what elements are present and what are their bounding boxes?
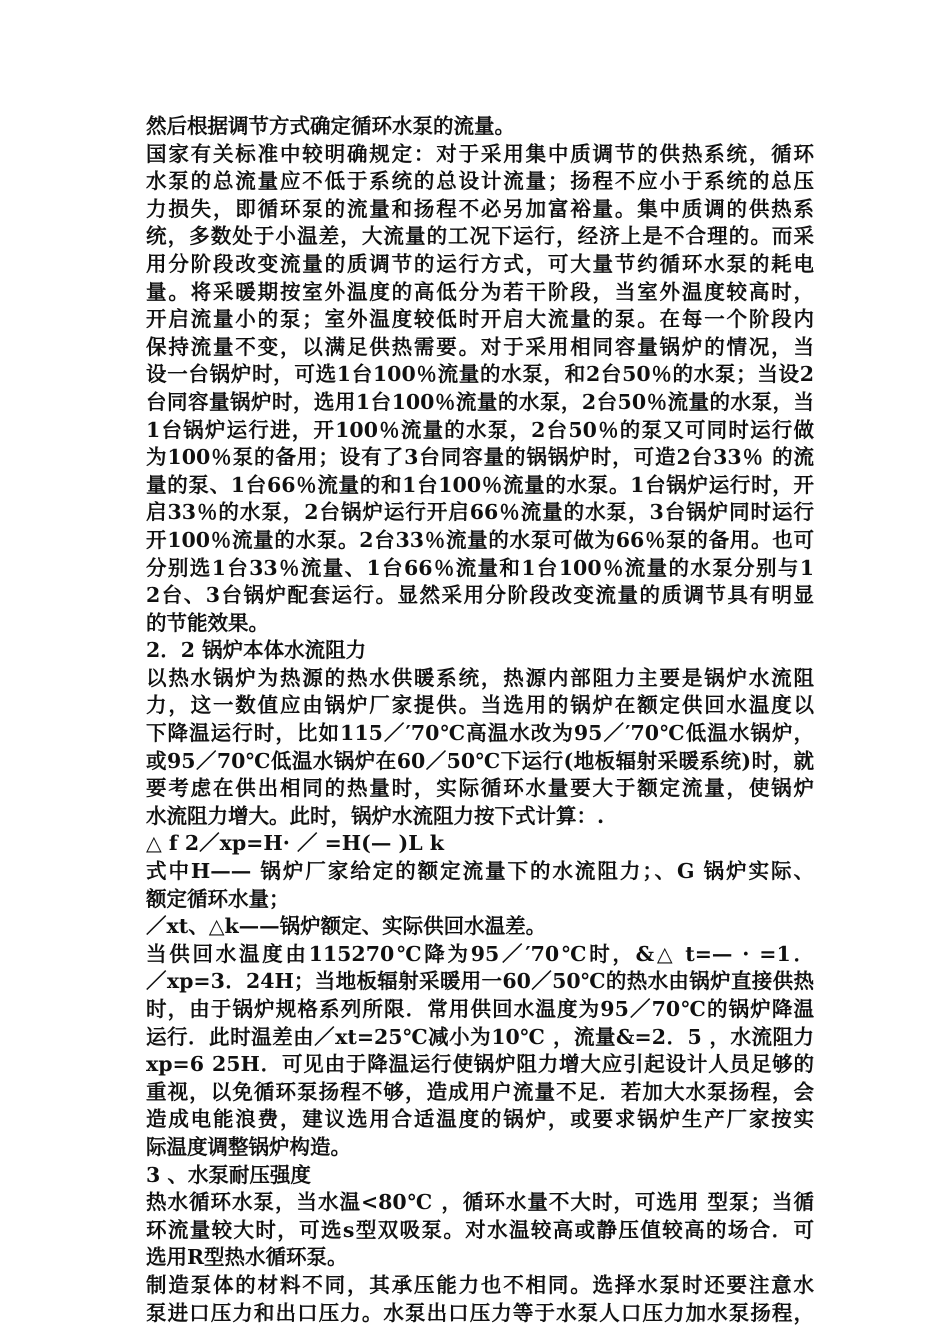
text-line: 水流阻力增大。此时，锅炉水流阻力按下式计算：. xyxy=(146,803,605,828)
text-line: 分别选1台33％流量、1台66％流量和1台100％流量的水泵分别与1 xyxy=(146,555,814,580)
text-line: 然后根据调节方式确定循环水泵的流量。 xyxy=(146,114,515,138)
text-line: 为100％泵的备用；设有了3台同容量的锅锅炉时，可造2台33％ 的流 xyxy=(146,445,814,470)
text-line: 量。将采暖期按室外温度的高低分为若干阶段，当室外温度较高时， xyxy=(146,279,814,304)
text-line: 水泵的总流量应不低于系统的总设计流量；扬程不应小于系统的总压 xyxy=(146,169,814,194)
text-line: 或95／70℃低温水锅炉在60／50℃下运行(地板辐射采暖系统)时，就 xyxy=(146,748,814,773)
text-line: 的节能效果。 xyxy=(146,610,269,635)
text-line: 际温度调整锅炉构造。 xyxy=(146,1134,351,1159)
text-line: 造成电能浪费，建议选用合适温度的锅炉，或要求锅炉生产厂家按实 xyxy=(146,1107,814,1132)
text-line: 力损失，即循环泵的流量和扬程不必另加富裕量。集中质调的供热系 xyxy=(146,196,814,221)
text-line: 以热水锅炉为热源的热水供暖系统，热源内部阻力主要是锅炉水流阻 xyxy=(146,665,814,690)
text-line: 台同容量锅炉时，选用1台100％流量的水泵，2台50％流量的水泵，当 xyxy=(146,389,814,414)
text-line: 额定循环水量； xyxy=(146,886,290,911)
text-line: 当供回水温度由115270℃降为95／′70℃时，&△ t=— · =1． xyxy=(146,941,814,966)
text-line: 启33％的水泵，2台锅炉运行开启66％流量的水泵，3台锅炉同时运行 xyxy=(146,500,814,525)
text-line: 用分阶段改变流量的质调节的运行方式，可大量节约循环水泵的耗电 xyxy=(146,251,814,276)
text-line: 量的泵、1台66％流量的和1台100％流量的水泵。1台锅炉运行时，开 xyxy=(146,472,814,497)
text-line: 制造泵体的材料不同，其承压能力也不相同。选择水泵时还要注意水 xyxy=(146,1272,814,1297)
text-line: 国家有关标准中较明确规定：对于采用集中质调节的供热系统，循环 xyxy=(146,141,814,166)
text-line: 下降温运行时，比如115／′70℃高温水改为95／′70℃低温水锅炉， xyxy=(146,721,814,746)
text-line: 2台、3台锅炉配套运行。显然采用分阶段改变流量的质调节具有明显 xyxy=(146,583,814,608)
text-line: 式中H—— 锅炉厂家给定的额定流量下的水流阻力；、G 锅炉实际、 xyxy=(146,859,814,884)
text-line: 开100％流量的水泵。2台33％流量的水泵可做为66％泵的备用。也可 xyxy=(146,527,814,552)
text-line: 2．2 锅炉本体水流阻力 xyxy=(146,638,367,663)
text-line: 力，这一数值应由锅炉厂家提供。当选用的锅炉在额定供回水温度以 xyxy=(146,693,814,718)
text-line: 时，由于锅炉规格系列所限．常用供回水温度为95／70℃的锅炉降温 xyxy=(146,997,814,1021)
text-line: 统，多数处于小温差，大流量的工况下运行，经济上是不合理的。而采 xyxy=(146,224,814,249)
text-line: 泵进口压力和出口压力。水泵出口压力等于水泵人口压力加水泵扬程， xyxy=(146,1300,814,1325)
text-line: 热水循环水泵，当水温<80℃ ，循环水量不大时，可选用 型泵；当循 xyxy=(146,1190,814,1215)
text-line: xp=6 25H．可见由于降温运行使锅炉阻力增大应引起设计人员足够的 xyxy=(146,1052,814,1077)
text-line: 选用R型热水循环泵。 xyxy=(146,1245,348,1270)
text-line: ／xp=3．24H；当地板辐射采暖用一60／50℃的热水由锅炉直接供热 xyxy=(146,969,814,994)
text-line: 3 、水泵耐压强度 xyxy=(146,1162,311,1187)
text-line: △ f 2／xp=H· ／ =H(— )L k xyxy=(146,831,444,856)
text-line: 开启流量小的泵；室外温度较低时开启大流量的泵。在每一个阶段内 xyxy=(146,307,814,332)
text-line: ／xt、△k——锅炉额定、实际供回水温差。 xyxy=(146,914,547,939)
text-line: 设一台锅炉时，可选1台100％流量的水泵，和2台50％的水泵；当设2 xyxy=(146,362,814,387)
text-line: 重视，以免循环泵扬程不够，造成用户流量不足．若加大水泵扬程，会 xyxy=(146,1079,814,1104)
text-line: 1台锅炉运行进，开100％流量的水泵，2台50％的泵又可同时运行做 xyxy=(146,417,814,442)
text-line: 运行．此时温差由／xt=25℃减小为10℃ ，流量&=2．5 ，水流阻力 xyxy=(146,1024,814,1049)
text-line: 保持流量不变，以满足供热需要。对于采用相同容量锅炉的情况，当 xyxy=(146,334,814,359)
text-line: 要考虑在供出相同的热量时，实际循环水量要大于额定流量，使锅炉 xyxy=(146,776,814,801)
text-line: 环流量较大时，可选s型双吸泵。对水温较高或静压值较高的场合．可 xyxy=(146,1217,814,1242)
document-body xyxy=(146,113,814,1327)
